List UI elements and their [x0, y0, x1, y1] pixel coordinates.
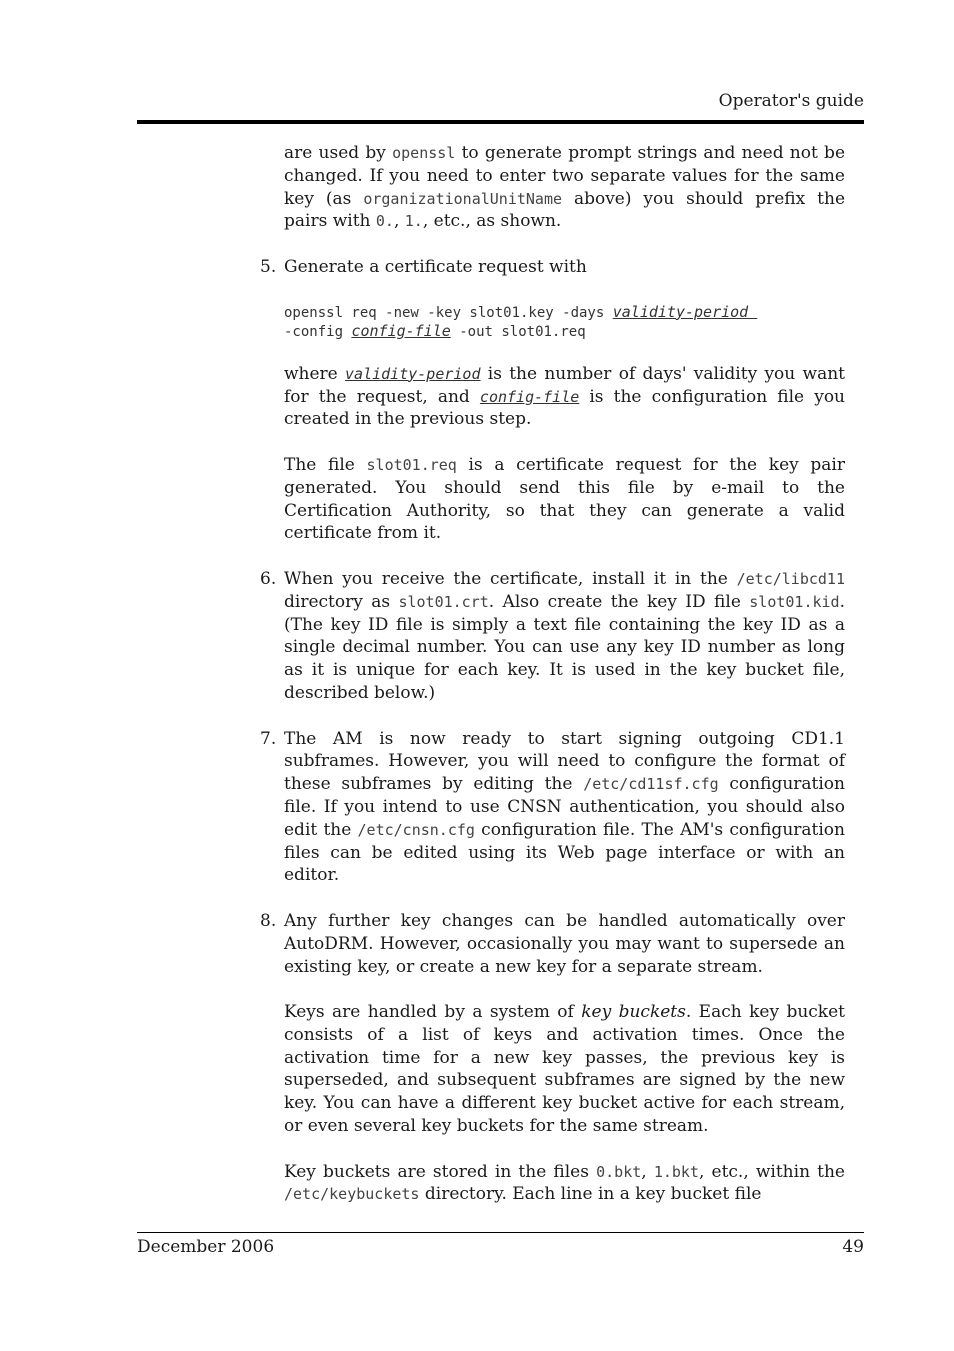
code-openssl: openssl: [392, 144, 456, 162]
text: where: [284, 363, 346, 384]
text: ,: [393, 211, 405, 232]
item-number: 6.: [260, 568, 277, 589]
code-path: /etc/libcd11: [736, 569, 845, 588]
code-filename: 0.bkt: [596, 1162, 642, 1181]
code-variable: validity-period: [612, 302, 758, 321]
step5-file-paragraph: [284, 454, 845, 545]
item-number: 7.: [260, 728, 277, 749]
code-line-1: [284, 303, 845, 322]
code-text: -out slot01.req: [450, 323, 586, 340]
item-number: 5.: [260, 256, 277, 277]
code-path: /etc/cd11sf.cfg: [583, 775, 719, 794]
code-path: /etc/cnsn.cfg: [357, 820, 475, 839]
item-number: 8.: [260, 910, 277, 931]
page-content: [260, 142, 846, 1229]
text: The file: [284, 454, 367, 475]
variable-validity-period: validity-period: [345, 364, 481, 383]
step8-paragraph-3: [284, 1161, 845, 1207]
text: . Also create the key ID file: [488, 591, 750, 612]
step8-paragraph-1: Any further key changes can be handled automatically over AutoDRM. However, occasionally you may want to supersede an existing key, or create a new key for a separate stream.: [284, 910, 845, 977]
step8-paragraph-2: [284, 1001, 845, 1138]
code-filename: slot01.kid: [749, 592, 840, 611]
code-variable: config-file: [351, 321, 451, 340]
text: are used by: [284, 143, 393, 163]
text: , etc., within the: [698, 1161, 845, 1182]
text: ,: [641, 1161, 654, 1182]
text: directory. Each line in a key bucket file: [419, 1184, 762, 1205]
code-text: -config: [284, 323, 352, 340]
code-filename: slot01.crt: [398, 592, 489, 611]
page-number: 49: [842, 1237, 864, 1257]
text: is a certificate request for the key pair generated. You should send this file by e-mail to the Certification Authority, so that they can generate a valid certificate from it.: [284, 454, 845, 544]
text: . Each key bucket consists of a list of keys and activation times. Once the activation time for a new key passes, the previous key is superseded, and subsequent subframes are signed by the new key. You can have a different key bucket active for each stream, or even several key buckets for the same stream.: [284, 1002, 845, 1137]
step5-lead: Generate a certificate request with: [284, 256, 587, 277]
text: Keys are handled by a system of: [284, 1002, 582, 1023]
code-block: [284, 303, 845, 341]
text: . (The key ID file is simply a text file containing the key ID as a single decimal number. You can use any key ID number as long as it is unique for each key. It is used in the key bucket file, described below.): [284, 591, 845, 703]
code-slot01-req: slot01.req: [366, 455, 457, 474]
list-item-7: [260, 728, 845, 888]
text: configuration file. If you intend to use CNSN authentication, you should also edit the: [284, 774, 845, 840]
code-prefix-0: 0.: [375, 212, 394, 231]
intro-paragraph: [284, 142, 845, 233]
text: Key buckets are stored in the files: [284, 1161, 597, 1182]
list-item-8: [260, 910, 845, 1206]
page-footer: [137, 1232, 864, 1257]
text: , etc., as shown.: [422, 211, 562, 232]
step7-paragraph: [284, 728, 845, 888]
code-org-unit-name: organizationalUnitName: [363, 189, 563, 208]
variable-config-file: config-file: [479, 387, 580, 406]
text: directory as: [284, 591, 399, 612]
list-item-6: [260, 568, 845, 705]
text: The AM is now ready to start signing outgoing CD1.1 subframes. However, you will need to configure the format of these subframes by editing the: [284, 728, 845, 795]
page-header: [137, 90, 864, 124]
italic-term: key buckets: [581, 1002, 686, 1023]
code-filename: 1.bkt: [653, 1162, 699, 1181]
step6-paragraph: [284, 568, 845, 705]
text: When you receive the certificate, install it in the: [284, 568, 737, 589]
text: is the number of days' validity you want for the request, and: [284, 363, 845, 407]
code-line-2: [284, 322, 845, 341]
code-path: /etc/keybuckets: [284, 1185, 420, 1204]
list-item-5: [260, 256, 845, 545]
code-prefix-1: 1.: [404, 212, 423, 231]
code-text: openssl req -new -key slot01.key -days: [284, 304, 613, 321]
text: above) you should prefix the pairs with: [284, 188, 846, 232]
footer-date: December 2006: [137, 1237, 275, 1257]
text: is the configuration file you created in the previous step.: [284, 386, 845, 430]
text: configuration file. The AM's configuration files can be edited using its Web page interface or with an editor.: [284, 819, 845, 886]
step5-where-paragraph: [284, 363, 845, 431]
header-title: Operator's guide: [718, 91, 864, 111]
text: to generate prompt strings and need not be changed. If you need to enter two separate values for the same key (as: [284, 143, 845, 209]
